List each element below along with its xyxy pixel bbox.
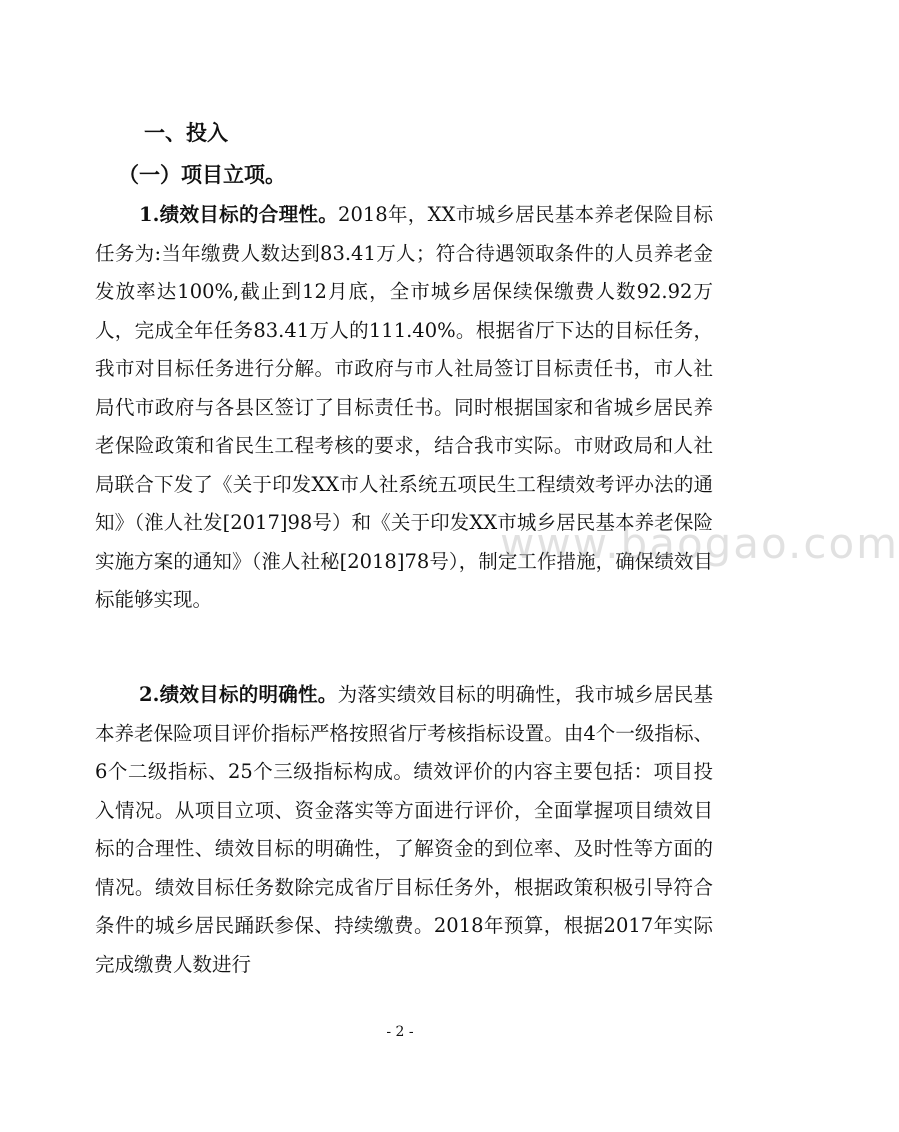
paragraph-lead: 2.绩效目标的明确性。 — [139, 683, 338, 706]
watermark: www.baogao.com — [500, 519, 899, 568]
subsection-heading: （一）项目立项。 — [118, 163, 286, 187]
page-number: - 2 - — [386, 1024, 414, 1040]
paragraph-lead: 1.绩效目标的合理性。 — [139, 203, 339, 226]
paragraph-clarity — [95, 676, 713, 984]
paragraph-body: 为落实绩效目标的明确性，我市城乡居民基本养老保险项目评价指标严格按照省厅考核指标设置。由4个一级指标、6个二级指标、25个三级指标构成。绩效评价的内容主要包括：项目投入情况。从项目立项、资金落实等方面进行评价，全面掌握项目绩效目标的合理性、绩效目标的明确性，了解资金的到位率、及时性等方面的情况。绩效目标任务数除完成省厅目标任务外，根据政策积极引导符合条件的城乡居民踊跃参保、持续缴费。2018年预算，根据2017年实际完成缴费人数进行 — [95, 683, 713, 976]
paragraph-body: 2018年，XX市城乡居民基本养老保险目标任务为:当年缴费人数达到83.41万人；符合待遇领取条件的人员养老金发放率达100%,截止到12月底，全市城乡居保续保缴费人数92.92万人，完成全年任务83.41万人的111.40%。根据省厅下达的目标任务，我市对目标任务进行分解。市政府与市人社局签订目标责任书，市人社局代市政府与各县区签订了目标责任书。同时根据国家和省城乡居民养老保险政策和省民生工程考核的要求，结合我市实际。市财政局和人社局联合下发了《关于印发XX市人社系统五项民生工程绩效考评办法的通知》（淮人社发[2017]98号）和《关于印发XX市城乡居民基本养老保险实施方案的通知》（淮人社秘[2018]78号），制定工作措施，确保绩效目标能够实现。 — [95, 203, 713, 611]
section-heading: 一、投入 — [144, 121, 228, 145]
